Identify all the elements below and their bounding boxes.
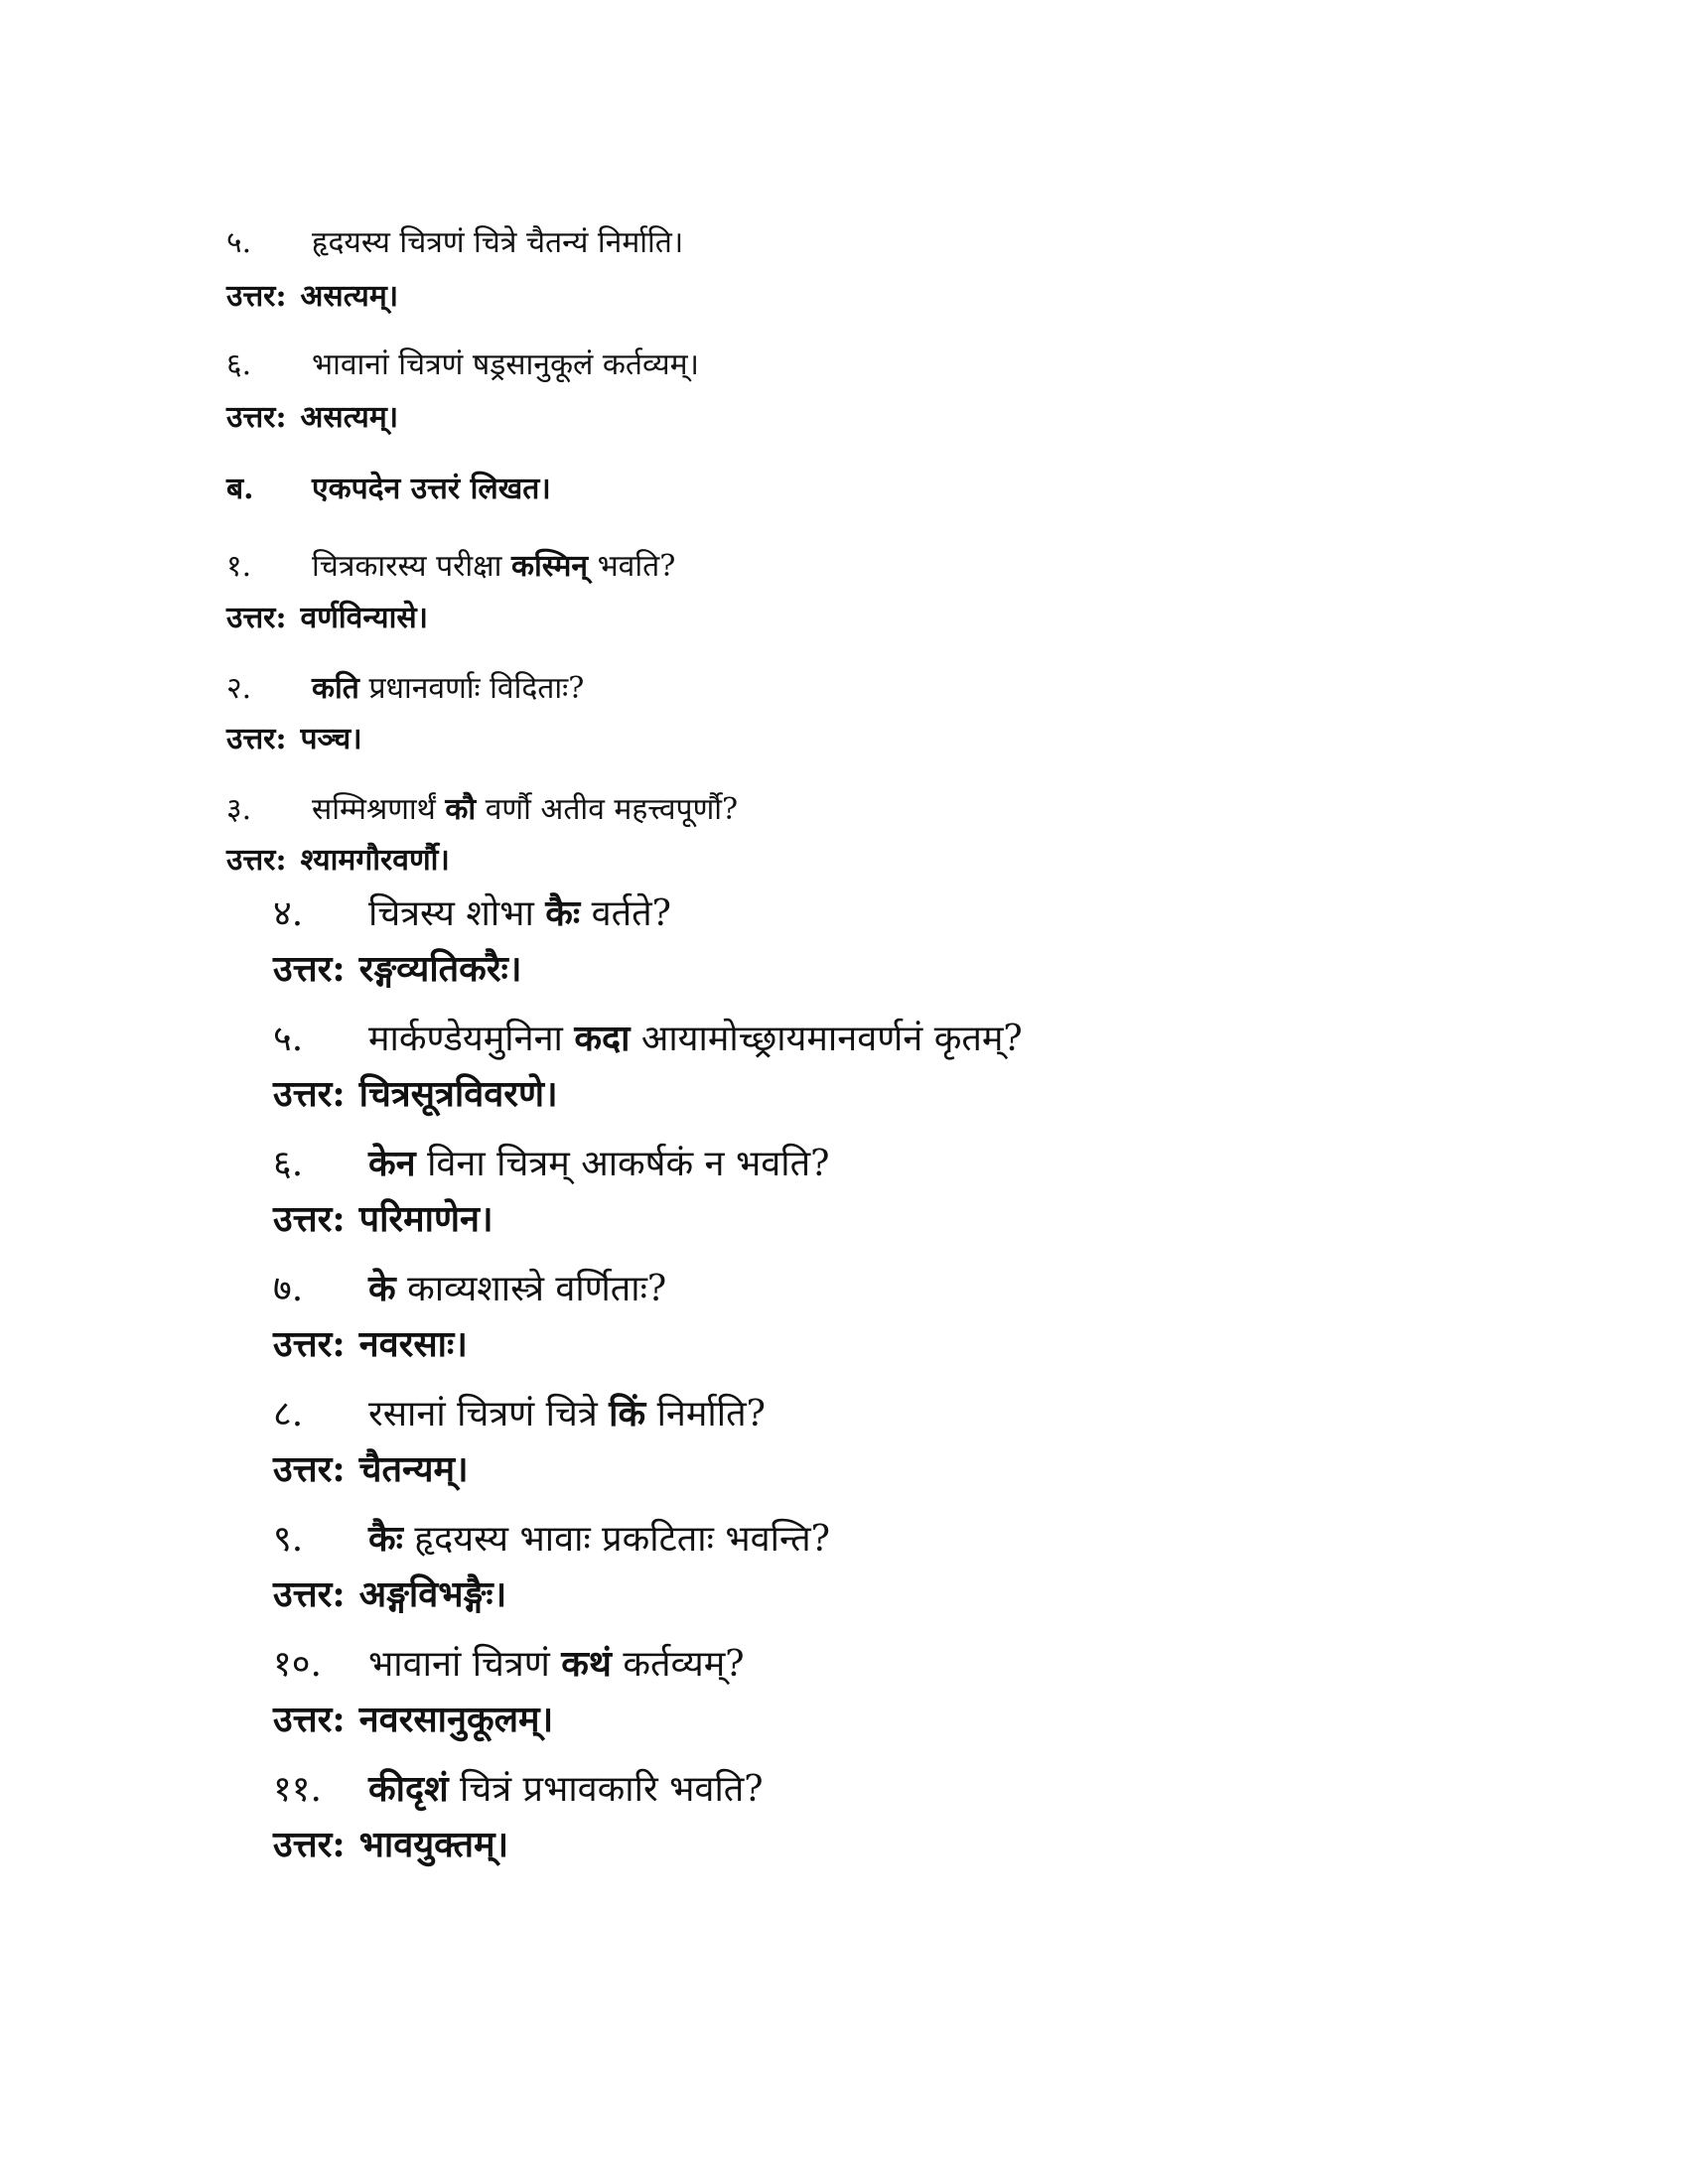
answer-label: उत्तर: (226, 843, 287, 878)
answer-b11 (273, 1819, 508, 1867)
answer-b9 (273, 1569, 506, 1617)
answer-text: नवरसाः। (358, 1323, 468, 1365)
question-number: १. (226, 549, 252, 584)
answer-b10 (273, 1694, 553, 1742)
question-part: भावानां चित्रणं (368, 1644, 562, 1685)
question-part: वर्णौ अतीव महत्त्वपूर्णौ? (476, 792, 739, 827)
answer-label: उत्तर: (273, 1448, 346, 1490)
question-keyword: कति (312, 671, 359, 706)
question-number: ९. (273, 1519, 304, 1560)
question-part: काव्यशास्त्रे वर्णिताः? (395, 1269, 667, 1309)
answer-text: श्यामगौरवर्णौ। (300, 843, 450, 878)
question-number: ४. (273, 893, 304, 934)
question-number: ८. (273, 1394, 304, 1434)
answer-label: उत्तर: (226, 279, 287, 314)
question-number: ५. (226, 225, 252, 260)
answer-label: उत्तर: (273, 1699, 346, 1740)
answer-a5 (226, 274, 398, 315)
answer-label: उत्तर: (226, 601, 287, 635)
answer-label: उत्तर: (273, 1573, 346, 1615)
question-keyword: कौ (445, 792, 477, 827)
question-number: ६. (226, 347, 252, 382)
question-keyword: कैः (368, 1518, 403, 1560)
answer-text: असत्यम्। (300, 279, 399, 314)
answer-a6 (226, 395, 398, 436)
question-b6 (273, 1138, 829, 1186)
answer-b2 (226, 717, 362, 757)
question-b8 (273, 1388, 766, 1436)
answer-label: उत्तर: (273, 1073, 346, 1115)
answer-label: उत्तर: (273, 1198, 346, 1240)
answer-label: उत्तर: (273, 948, 346, 990)
question-b11 (273, 1763, 764, 1812)
section-number: ब. (226, 472, 254, 506)
question-part: चित्रं प्रभावकारि भवति? (448, 1769, 764, 1810)
question-number: २. (226, 671, 252, 706)
question-a6 (226, 342, 699, 383)
answer-b4 (273, 943, 521, 992)
answer-label: उत्तर: (226, 722, 287, 756)
answer-label: उत्तर: (226, 400, 287, 435)
answer-text: भावयुक्तम्। (358, 1824, 509, 1865)
question-b7 (273, 1263, 666, 1311)
question-part: विना चित्रम् आकर्षकं न भवति? (415, 1144, 830, 1184)
question-a5 (226, 220, 683, 261)
answer-text: चैतन्यम्। (358, 1448, 469, 1490)
question-number: ६. (273, 1144, 304, 1184)
question-number: ३. (226, 792, 252, 827)
section-title: एकपदेन उत्तरं लिखत। (312, 472, 551, 506)
answer-text: वर्णविन्यासे। (300, 601, 429, 635)
question-part: चित्रस्य शोभा (368, 893, 546, 934)
question-keyword: कथं (561, 1643, 612, 1685)
question-part: निर्माति? (645, 1394, 766, 1434)
question-part: आयामोच्छ्रायमानवर्णनं कृतम्? (630, 1019, 1023, 1059)
question-b4 (273, 887, 671, 936)
question-part: हृदयस्य भावाः प्रकटिताः भवन्ति? (402, 1519, 830, 1560)
answer-b1 (226, 596, 428, 636)
answer-text: परिमाणेन। (358, 1198, 493, 1240)
answer-label: उत्तर: (273, 1323, 346, 1365)
question-keyword: कदा (574, 1018, 631, 1059)
question-keyword: कैः (545, 892, 581, 934)
answer-b3 (226, 838, 450, 879)
question-part: रसानां चित्रणं चित्रे (368, 1394, 610, 1434)
question-text: हृदयस्य चित्रणं चित्रे चैतन्यं निर्माति। (312, 225, 684, 260)
question-keyword: कीदृशं (368, 1768, 449, 1810)
question-part: मार्कण्डेयमुनिना (368, 1019, 575, 1059)
question-keyword: किं (609, 1393, 646, 1434)
answer-text: रङ्गव्यतिकरैः। (358, 948, 522, 990)
question-number: ५. (273, 1019, 304, 1059)
question-b1 (226, 544, 675, 585)
question-number: ७. (273, 1269, 304, 1309)
question-part: भवति? (588, 549, 676, 584)
question-part: सम्मिश्रणार्थं (312, 792, 446, 827)
question-part: कर्तव्यम्? (611, 1644, 745, 1685)
answer-text: चित्रसूत्रविवरणे। (358, 1073, 558, 1115)
question-b5 (273, 1013, 1023, 1061)
question-part: चित्रकारस्य परीक्षा (312, 549, 511, 584)
question-b9 (273, 1513, 830, 1562)
question-number: १०. (273, 1644, 322, 1685)
question-part: प्रधानवर्णाः विदिताः? (358, 671, 585, 706)
question-number: ११. (273, 1769, 322, 1810)
question-keyword: केन (368, 1143, 416, 1184)
answer-b6 (273, 1193, 493, 1242)
answer-text: पञ्च। (300, 722, 362, 756)
answer-text: नवरसानुकूलम्। (358, 1699, 554, 1740)
answer-text: असत्यम्। (300, 400, 399, 435)
answer-b7 (273, 1318, 468, 1367)
answer-label: उत्तर: (273, 1824, 346, 1865)
question-b2 (226, 666, 584, 707)
question-keyword: के (368, 1268, 396, 1309)
question-text: भावानां चित्रणं षड्रसानुकूलं कर्तव्यम्। (312, 347, 699, 382)
question-part: वर्तते? (580, 893, 671, 934)
question-keyword: कस्मिन् (510, 549, 589, 584)
question-b10 (273, 1638, 745, 1687)
answer-text: अङ्गविभङ्गैः। (358, 1573, 507, 1615)
section-b-heading (226, 467, 551, 507)
answer-b5 (273, 1068, 558, 1117)
answer-b8 (273, 1443, 469, 1492)
question-b3 (226, 787, 738, 828)
